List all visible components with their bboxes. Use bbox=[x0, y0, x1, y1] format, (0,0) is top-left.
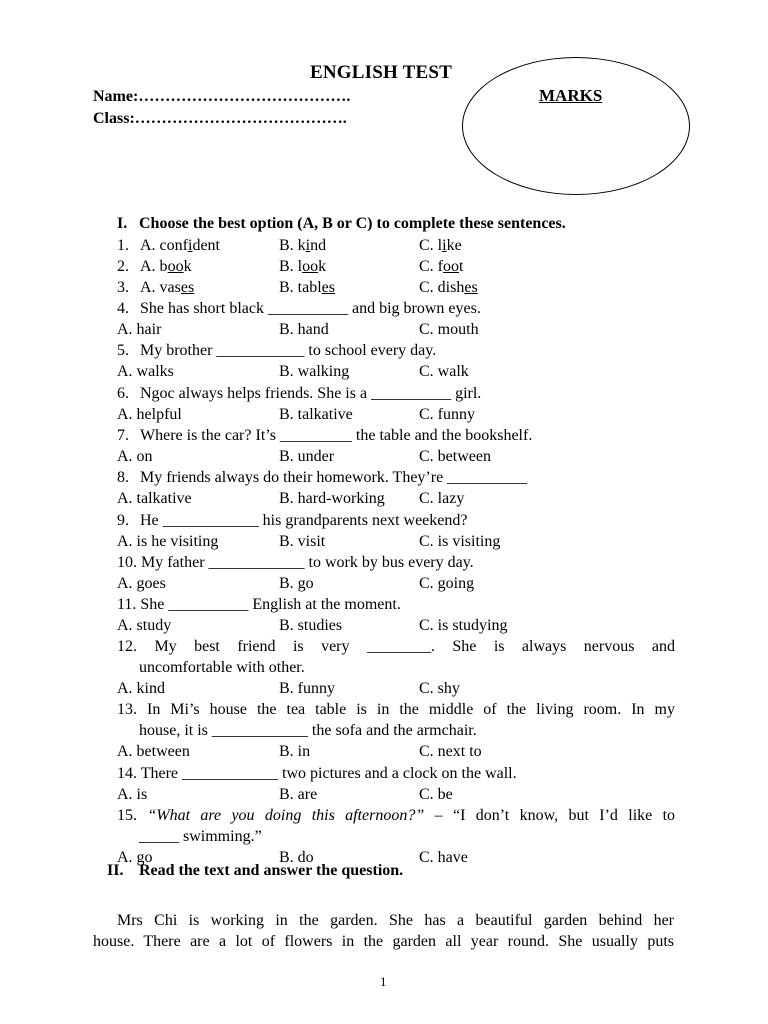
q13-option-c: C. next to bbox=[419, 743, 482, 760]
q1-c-text-end: ke bbox=[446, 237, 462, 254]
q4-option-c: C. mouth bbox=[419, 321, 479, 338]
section-2-instruction: Read the text and answer the question. bbox=[139, 862, 404, 879]
q7-option-b: B. under bbox=[279, 448, 335, 465]
q1-b-text-end: nd bbox=[310, 237, 327, 254]
q6-option-b: B. talkative bbox=[279, 406, 353, 423]
q9-text: He ____________ his grandparents next weekend? bbox=[140, 512, 468, 529]
q1-a-text-end: dent bbox=[192, 237, 220, 254]
q3-a-underlined: es bbox=[180, 279, 195, 296]
question-13-stem-line1: 13. In Mi’s house the tea table is in the middle of the living room. In my bbox=[117, 701, 675, 718]
q15-option-b: B. do bbox=[279, 849, 314, 866]
question-13-stem-line2: house, it is ____________ the sofa and the armchair. bbox=[139, 722, 477, 739]
q1-number: 1. bbox=[117, 237, 129, 254]
reading-paragraph-line1: Mrs Chi is working in the garden. She has a beautiful garden behind her bbox=[117, 912, 674, 929]
q3-c-text: C. dish bbox=[419, 279, 465, 296]
section-2-heading bbox=[107, 862, 403, 880]
q2-b-text: B. l bbox=[279, 258, 303, 275]
q1-option-c bbox=[419, 235, 462, 256]
q12-option-b: B. funny bbox=[279, 680, 335, 697]
q8-option-a: A. talkative bbox=[117, 490, 192, 507]
question-5-stem bbox=[117, 340, 436, 361]
q14-option-b: B. are bbox=[279, 786, 318, 803]
q2-a-text-end: k bbox=[183, 258, 192, 275]
q9-option-a: A. is he visiting bbox=[117, 533, 219, 550]
q9-option-b: B. visit bbox=[279, 533, 326, 550]
section-1-heading bbox=[117, 215, 566, 233]
q13-option-b: B. in bbox=[279, 743, 311, 760]
q6-option-a: A. helpful bbox=[117, 406, 182, 423]
question-7-stem bbox=[117, 425, 532, 446]
q15-option-a: A. go bbox=[117, 849, 153, 866]
q7-option-a: A. on bbox=[117, 448, 153, 465]
q2-a-text: A. b bbox=[140, 258, 168, 275]
q15-text: – “I don’t know, but I’d like to bbox=[434, 807, 676, 824]
q2-c-text: C. f bbox=[419, 258, 443, 275]
q7-text: Where is the car? It’s _________ the table and the bookshelf. bbox=[140, 427, 533, 444]
q1-b-underlined: i bbox=[305, 237, 311, 254]
q10-option-c: C. going bbox=[419, 575, 475, 592]
q2-a-underlined: oo bbox=[167, 258, 184, 275]
page-number: 1 bbox=[380, 974, 387, 989]
q8-text: My friends always do their homework. They’re __________ bbox=[140, 469, 528, 486]
q12-option-c: C. shy bbox=[419, 680, 460, 697]
q3-option-b bbox=[279, 277, 335, 298]
q5-option-c: C. walk bbox=[419, 363, 469, 380]
q15-number: 15. bbox=[117, 807, 137, 824]
section-1-number: I. bbox=[117, 215, 128, 232]
reading-paragraph-line2: house. There are a lot of flowers in the garden all year round. She usually puts bbox=[93, 933, 674, 950]
q2-c-text-end: t bbox=[459, 258, 464, 275]
q1-c-underlined: i bbox=[442, 237, 447, 254]
q14-option-a: A. is bbox=[117, 786, 148, 803]
q3-number: 3. bbox=[117, 279, 129, 296]
question-14-stem: 14. There ____________ two pictures and a clock on the wall. bbox=[117, 765, 517, 782]
q8-option-b: B. hard-working bbox=[279, 490, 385, 507]
q2-option-b bbox=[279, 256, 326, 277]
q8-option-c: C. lazy bbox=[419, 490, 465, 507]
q5-number: 5. bbox=[117, 342, 129, 359]
section-2-number: II. bbox=[107, 862, 124, 879]
q11-option-b: B. studies bbox=[279, 617, 343, 634]
class-field-label: Class:…………………………………. bbox=[93, 110, 347, 127]
q5-text: My brother ___________ to school every day. bbox=[140, 342, 437, 359]
question-4-stem bbox=[117, 298, 481, 319]
marks-label: MARKS bbox=[539, 86, 603, 105]
q6-option-c: C. funny bbox=[419, 406, 475, 423]
q2-option-a bbox=[117, 256, 192, 277]
q3-b-underlined: es bbox=[321, 279, 335, 296]
question-10-stem: 10. My father ____________ to work by bus every day. bbox=[117, 554, 474, 571]
q1-option-b bbox=[279, 235, 326, 256]
q9-number: 9. bbox=[117, 512, 129, 529]
q1-option-a bbox=[117, 235, 220, 256]
question-9-stem bbox=[117, 510, 467, 531]
question-12-stem-line1: 12. My best friend is very ________. She is always nervous and bbox=[117, 638, 675, 655]
q2-b-underlined: oo bbox=[302, 258, 319, 275]
question-11-stem: 11. She __________ English at the moment. bbox=[117, 596, 401, 613]
q15-option-c: C. have bbox=[419, 849, 468, 866]
q6-number: 6. bbox=[117, 385, 129, 402]
q9-option-c: C. is visiting bbox=[419, 533, 501, 550]
q5-option-b: B. walking bbox=[279, 363, 350, 380]
question-15-stem-line1 bbox=[117, 805, 675, 826]
q8-number: 8. bbox=[117, 469, 129, 486]
question-12-stem-line2: uncomfortable with other. bbox=[139, 659, 305, 676]
q4-option-b: B. hand bbox=[279, 321, 329, 338]
question-8-stem bbox=[117, 467, 527, 488]
q5-option-a: A. walks bbox=[117, 363, 174, 380]
name-field-label: Name:…………………………………. bbox=[93, 88, 351, 105]
q3-c-underlined: es bbox=[464, 279, 478, 296]
q3-option-c bbox=[419, 277, 478, 298]
q12-option-a: A. kind bbox=[117, 680, 165, 697]
q2-option-c bbox=[419, 256, 463, 277]
q4-number: 4. bbox=[117, 300, 129, 317]
q6-text: Ngoc always helps friends. She is a __________ girl. bbox=[140, 385, 482, 402]
q1-a-underlined: i bbox=[187, 237, 193, 254]
q2-c-underlined: oo bbox=[443, 258, 459, 275]
q4-option-a: A. hair bbox=[117, 321, 162, 338]
q13-option-a: A. between bbox=[117, 743, 190, 760]
test-title: ENGLISH TEST bbox=[310, 62, 452, 83]
q1-c-text: C. l bbox=[419, 237, 443, 254]
q14-option-c: C. be bbox=[419, 786, 453, 803]
section-1-instruction: Choose the best option (A, B or C) to complete these sentences. bbox=[139, 215, 566, 232]
q10-option-a: A. goes bbox=[117, 575, 166, 592]
q2-b-text-end: k bbox=[318, 258, 327, 275]
q15-quote: “What are you doing this afternoon?” bbox=[147, 807, 425, 824]
q2-number: 2. bbox=[117, 258, 129, 275]
marks-oval bbox=[462, 57, 690, 195]
q7-option-c: C. between bbox=[419, 448, 491, 465]
q3-option-a bbox=[117, 277, 194, 298]
question-6-stem bbox=[117, 383, 481, 404]
question-15-stem-line2: _____ swimming.” bbox=[139, 828, 262, 845]
q4-text: She has short black __________ and big brown eyes. bbox=[140, 300, 481, 317]
q10-option-b: B. go bbox=[279, 575, 314, 592]
q11-option-a: A. study bbox=[117, 617, 172, 634]
q11-option-c: C. is studying bbox=[419, 617, 508, 634]
q3-b-text: B. tabl bbox=[279, 279, 322, 296]
q7-number: 7. bbox=[117, 427, 129, 444]
q1-a-text: A. conf bbox=[140, 237, 188, 254]
q1-b-text: B. k bbox=[279, 237, 306, 254]
q3-a-text: A. vas bbox=[140, 279, 181, 296]
